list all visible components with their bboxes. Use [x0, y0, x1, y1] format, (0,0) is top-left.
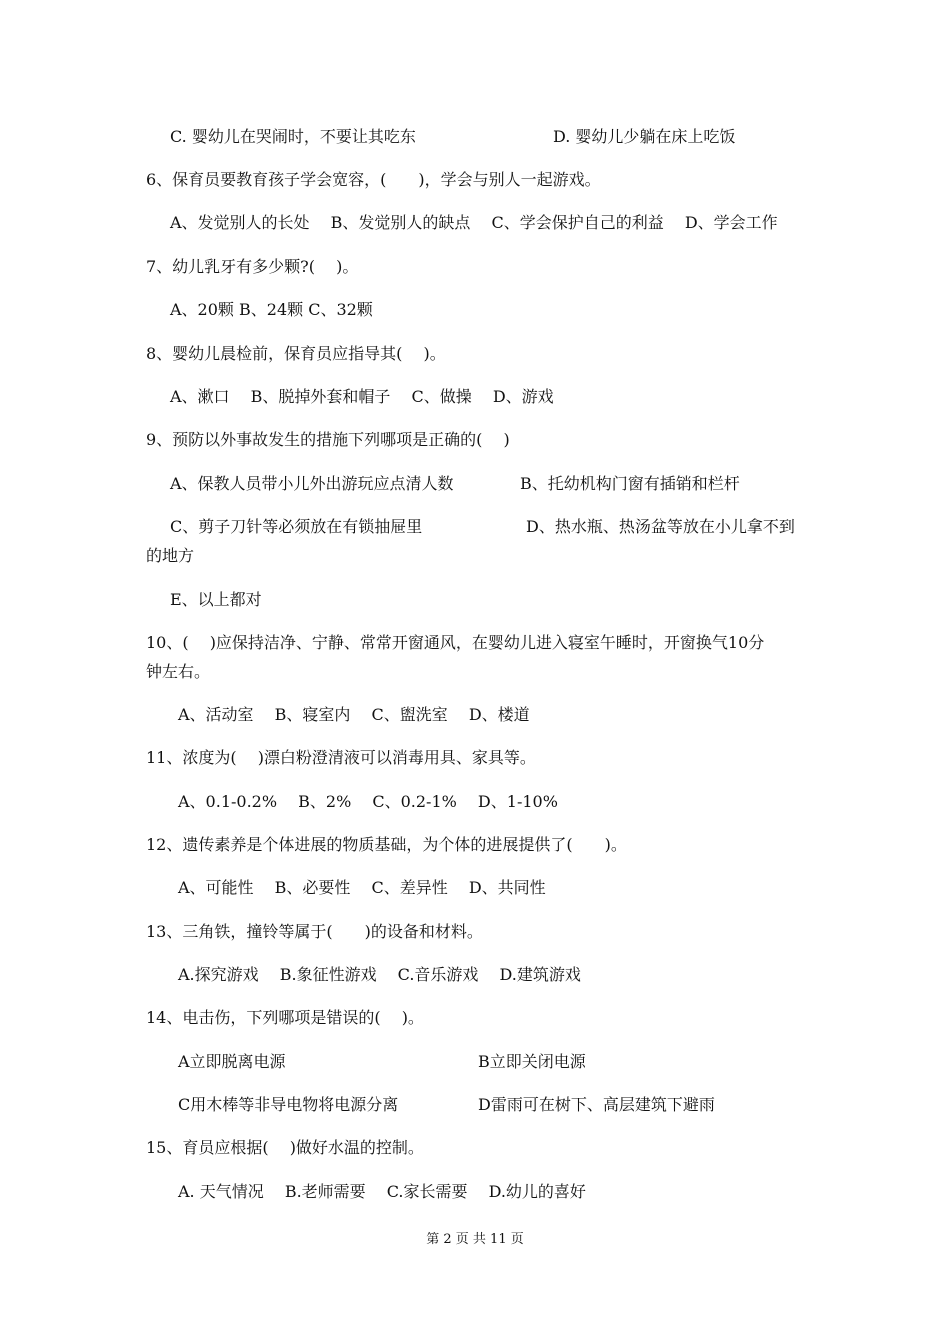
q14-option-b: B立即关闭电源	[478, 1052, 586, 1071]
q11-options: A、0.1-0.2% B、2% C、0.2-1% D、1-10%	[178, 792, 558, 811]
q6-options: A、发觉别人的长处 B、发觉别人的缺点 C、学会保护自己的利益 D、学会工作	[170, 213, 778, 232]
q5-option-d: D. 婴幼儿少躺在床上吃饭	[553, 127, 736, 146]
question-9: 9、预防以外事故发生的措施下列哪项是正确的( )	[146, 430, 510, 449]
q14-option-a: A立即脱离电源	[178, 1052, 286, 1071]
q14-option-c: C用木棒等非导电物将电源分离	[178, 1095, 399, 1114]
question-8: 8、婴幼儿晨检前，保育员应指导其( )。	[146, 344, 446, 363]
question-10-continued: 钟左右。	[146, 662, 211, 681]
q9-option-b: B、托幼机构门窗有插销和栏杆	[520, 474, 740, 493]
q12-options: A、可能性 B、必要性 C、差异性 D、共同性	[178, 878, 546, 897]
question-10: 10、( )应保持洁净、宁静、常常开窗通风，在婴幼儿进入寝室午睡时，开窗换气10分	[146, 633, 765, 652]
q8-options: A、漱口 B、脱掉外套和帽子 C、做操 D、游戏	[170, 387, 554, 406]
q5-option-c: C. 婴幼儿在哭闹时，不要让其吃东	[170, 127, 416, 146]
question-11: 11、浓度为( )漂白粉澄清液可以消毒用具、家具等。	[146, 748, 536, 767]
q7-options: A、20颗 B、24颗 C、32颗	[170, 300, 373, 319]
question-12: 12、遗传素养是个体进展的物质基础，为个体的进展提供了( )。	[146, 835, 627, 854]
q15-options: A. 天气情况 B.老师需要 C.家长需要 D.幼儿的喜好	[178, 1182, 586, 1201]
question-15: 15、育员应根据( )做好水温的控制。	[146, 1138, 424, 1157]
q9-option-d: D、热水瓶、热汤盆等放在小儿拿不到	[526, 517, 795, 536]
q10-options: A、活动室 B、寝室内 C、盥洗室 D、楼道	[178, 705, 530, 724]
q9-option-c: C、剪子刀针等必须放在有锁抽屉里	[170, 517, 423, 536]
q13-options: A.探究游戏 B.象征性游戏 C.音乐游戏 D.建筑游戏	[178, 965, 581, 984]
q9-option-d-continued: 的地方	[146, 546, 195, 565]
question-14: 14、电击伤，下列哪项是错误的( )。	[146, 1008, 424, 1027]
question-6: 6、保育员要教育孩子学会宽容，( )，学会与别人一起游戏。	[146, 170, 601, 189]
q9-option-a: A、保教人员带小儿外出游玩应点清人数	[170, 474, 454, 493]
page-footer: 第 2 页 共 11 页	[426, 1232, 524, 1247]
question-13: 13、三角铁，撞铃等属于( )的设备和材料。	[146, 922, 483, 941]
q9-option-e: E、以上都对	[170, 590, 262, 609]
question-7: 7、幼儿乳牙有多少颗?( )。	[146, 257, 359, 276]
q14-option-d: D雷雨可在树下、高层建筑下避雨	[478, 1095, 715, 1114]
